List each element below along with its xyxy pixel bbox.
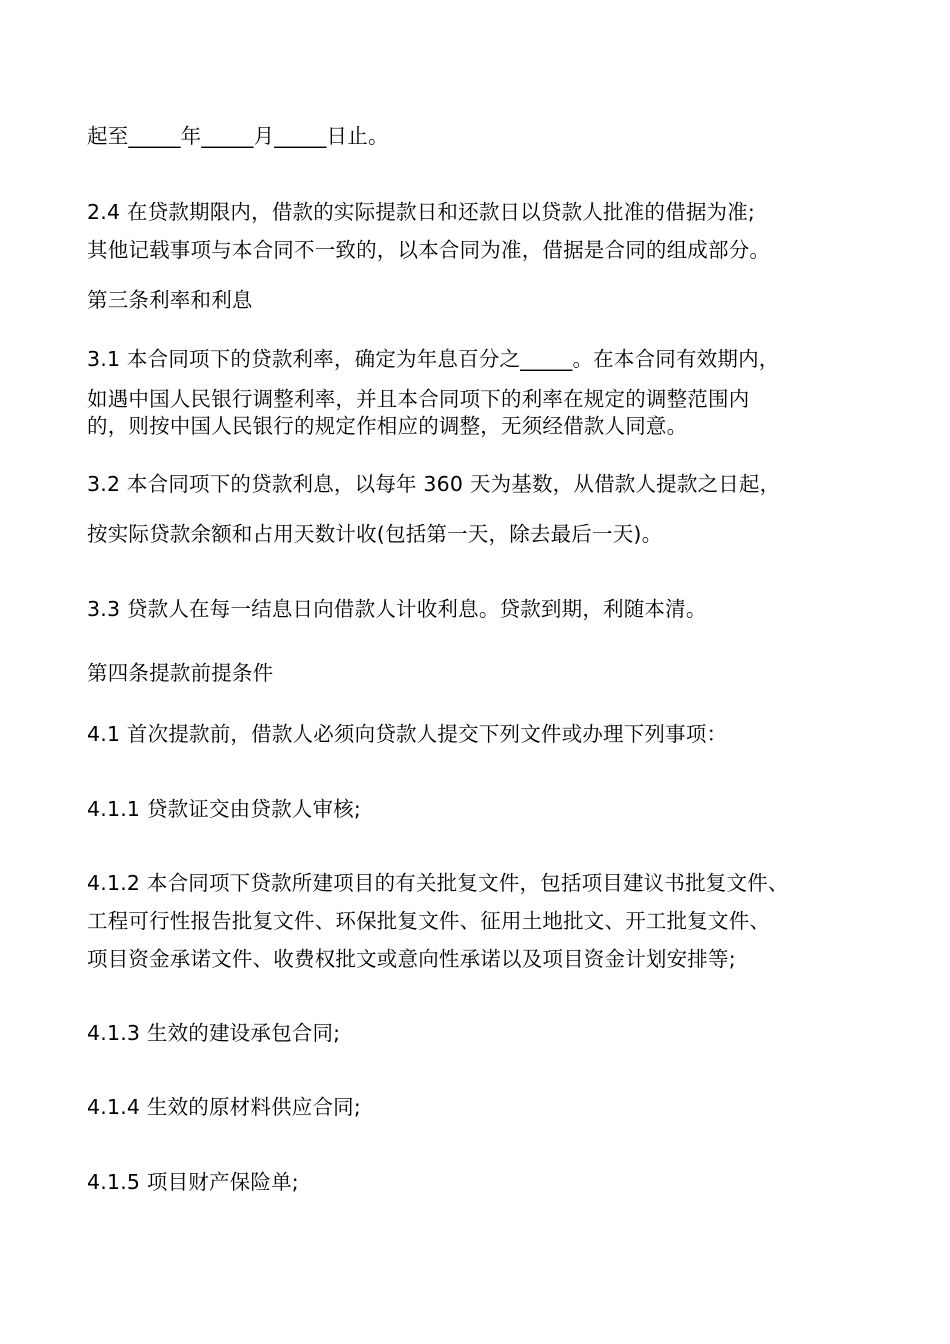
text-line: 4.1.3 生效的建设承包合同; — [87, 1021, 341, 1045]
text-line: 其他记载事项与本合同不一致的，以本合同为准，借据是合同的组成部分。 — [87, 238, 771, 262]
text-line: 按实际贷款余额和占用天数计收(包括第一天，除去最后一天)。 — [87, 522, 663, 546]
text-line: 4.1.5 项目财产保险单; — [87, 1170, 299, 1194]
text-line: 4.1.4 生效的原材料供应合同; — [87, 1095, 361, 1119]
text-line: 3.3 贷款人在每一结息日向借款人计收利息。贷款到期，利随本清。 — [87, 597, 707, 621]
section-heading: 第四条提款前提条件 — [87, 661, 274, 685]
text-line: 4.1.2 本合同项下贷款所建项目的有关批复文件，包括项目建议书批复文件、 — [87, 871, 789, 895]
section-heading: 第三条利率和利息 — [87, 288, 253, 312]
text-line: 2.4 在贷款期限内，借款的实际提款日和还款日以贷款人批准的借据为准; — [87, 200, 756, 224]
text-line: 如遇中国人民银行调整利率，并且本合同项下的利率在规定的调整范围内 — [87, 387, 750, 411]
text-line: 项目资金承诺文件、收费权批文或意向性承诺以及项目资金计划安排等; — [87, 947, 736, 971]
text-line: 的，则按中国人民银行的规定作相应的调整，无须经借款人同意。 — [87, 414, 688, 438]
text-line: 4.1 首次提款前，借款人必须向贷款人提交下列文件或办理下列事项： — [87, 722, 728, 746]
text-line: 3.1 本合同项下的贷款利率，确定为年息百分之_____。在本合同有效期内， — [87, 347, 780, 371]
text-line: 工程可行性报告批复文件、环保批复文件、征用土地批文、开工批复文件、 — [87, 909, 771, 933]
text-line: 3.2 本合同项下的贷款利息，以每年 360 天为基数，从借款人提款之日起， — [87, 472, 781, 496]
text-line: 4.1.1 贷款证交由贷款人审核; — [87, 797, 361, 821]
text-line: 起至_____年_____月_____日止。 — [87, 124, 389, 148]
